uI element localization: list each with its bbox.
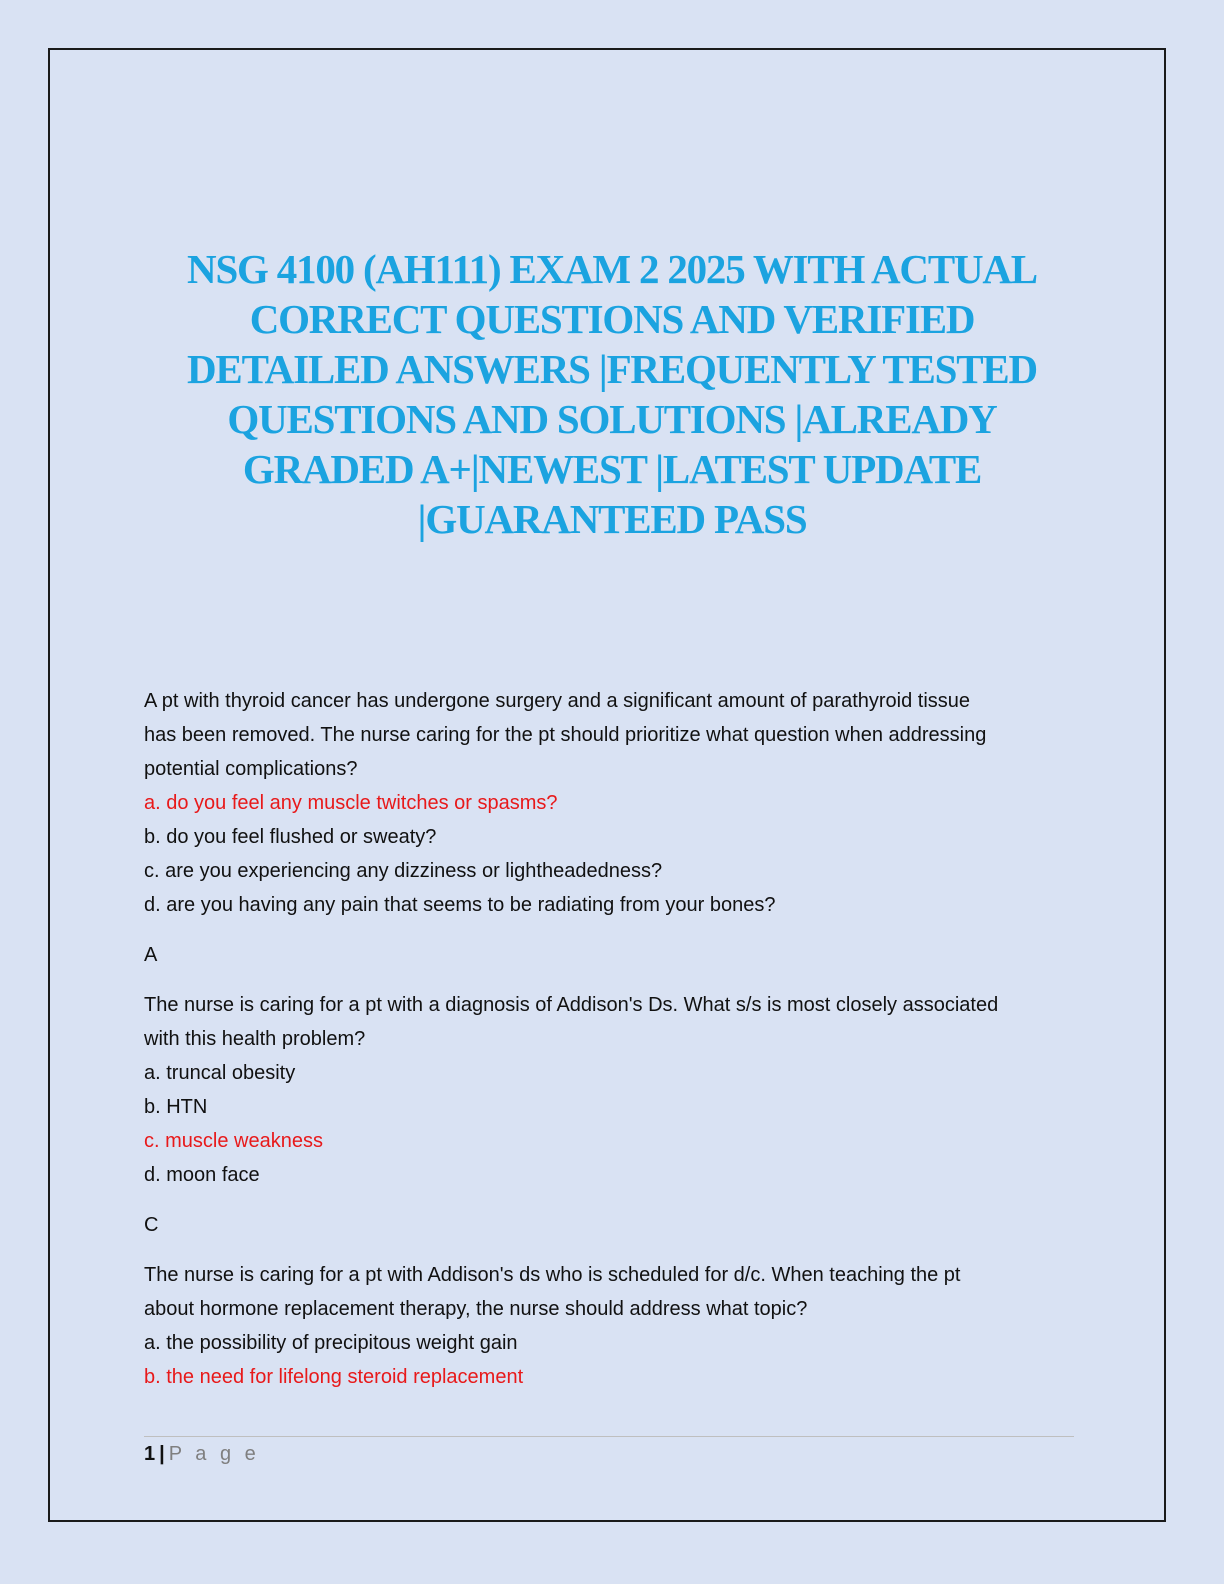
page-footer <box>144 1440 260 1468</box>
document-title <box>130 244 1094 544</box>
question-stem-line: potential complications? <box>144 758 358 780</box>
correct-option: b. the need for lifelong steroid replacement <box>144 1366 524 1388</box>
correct-option: a. do you feel any muscle twitches or spasms? <box>144 792 558 814</box>
answer-option: b. HTN <box>144 1096 208 1118</box>
title-line: DETAILED ANSWERS |FREQUENTLY TESTED <box>187 346 1037 392</box>
question-stem-line: about hormone replacement therapy, the nurse should address what topic? <box>144 1298 808 1320</box>
question-stem-line: with this health problem? <box>144 1028 366 1050</box>
answer-key: A <box>144 944 158 966</box>
title-line: GRADED A+|NEWEST |LATEST UPDATE <box>242 446 982 492</box>
title-line: NSG 4100 (AH111) EXAM 2 2025 WITH ACTUAL <box>187 246 1037 292</box>
answer-option: a. the possibility of precipitous weight gain <box>144 1332 518 1354</box>
answer-option: c. are you experiencing any dizziness or lightheadedness? <box>144 860 663 882</box>
answer-option: a. truncal obesity <box>144 1062 296 1084</box>
question-stem-line: A pt with thyroid cancer has undergone surgery and a significant amount of parathyroid tissue <box>144 690 971 712</box>
question-1 <box>144 684 1094 972</box>
page-label: P a g e <box>168 1443 260 1465</box>
answer-option: b. do you feel flushed or sweaty? <box>144 826 437 848</box>
page-number: 1 <box>144 1443 156 1465</box>
answer-option: d. moon face <box>144 1164 260 1186</box>
title-line: CORRECT QUESTIONS AND VERIFIED <box>249 296 975 342</box>
question-stem-line: The nurse is caring for a pt with Addison's ds who is scheduled for d/c. When teaching the pt <box>144 1264 961 1286</box>
question-2 <box>144 988 1094 1242</box>
question-stem-line: The nurse is caring for a pt with a diagnosis of Addison's Ds. What s/s is most closely associated <box>144 994 999 1016</box>
question-stem-line: has been removed. The nurse caring for the pt should prioritize what question when addressing <box>144 724 987 746</box>
answer-key: C <box>144 1214 159 1236</box>
footer-separator: | <box>159 1443 165 1465</box>
title-line: |GUARANTEED PASS <box>417 496 807 542</box>
document-body <box>144 684 1094 1394</box>
answer-option: d. are you having any pain that seems to be radiating from your bones? <box>144 894 776 916</box>
question-3 <box>144 1258 1094 1394</box>
title-line: QUESTIONS AND SOLUTIONS |ALREADY <box>227 396 997 442</box>
footer-divider <box>144 1436 1074 1437</box>
correct-option: c. muscle weakness <box>144 1130 323 1152</box>
